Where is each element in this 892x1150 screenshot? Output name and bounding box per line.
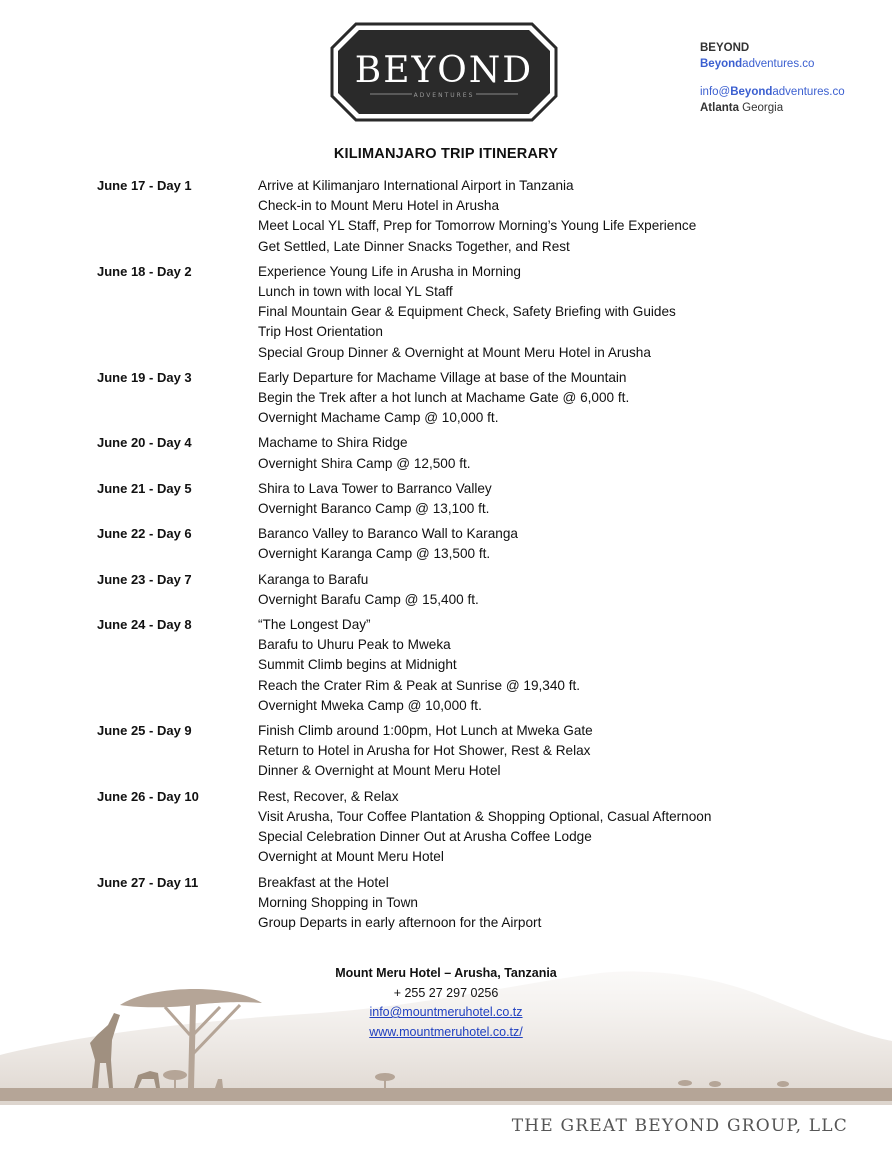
day-label: June 21 - Day 5 bbox=[97, 480, 192, 496]
svg-text:BEYOND: BEYOND bbox=[354, 50, 534, 91]
website-link[interactable]: Beyondadventures.co bbox=[700, 58, 815, 70]
company-name: BEYOND bbox=[700, 42, 750, 54]
activity-line: “The Longest Day” bbox=[258, 617, 371, 633]
activity-line: Trip Host Orientation bbox=[258, 324, 383, 340]
activity-line: Overnight Karanga Camp @ 13,500 ft. bbox=[258, 546, 491, 562]
day-activities bbox=[258, 524, 797, 564]
activity-line: Meet Local YL Staff, Prep for Tomorrow Morning’s Young Life Experience bbox=[258, 218, 697, 234]
activity-line: Overnight Shira Camp @ 12,500 ft. bbox=[258, 455, 471, 471]
activity-line: Lunch in town with local YL Staff bbox=[258, 284, 453, 300]
itinerary-day bbox=[97, 433, 797, 473]
footer-company: THE GREAT BEYOND GROUP, LLC bbox=[511, 1116, 848, 1136]
activity-line: Breakfast at the Hotel bbox=[258, 874, 389, 890]
contact-block bbox=[700, 40, 845, 116]
itinerary-day bbox=[97, 615, 797, 716]
day-label: June 23 - Day 7 bbox=[97, 571, 192, 587]
activity-line: Final Mountain Gear & Equipment Check, Safety Briefing with Guides bbox=[258, 304, 676, 320]
day-label: June 22 - Day 6 bbox=[97, 526, 192, 542]
hotel-name: Mount Meru Hotel – Arusha, Tanzania bbox=[335, 966, 557, 980]
activity-line: Special Celebration Dinner Out at Arusha Coffee Lodge bbox=[258, 829, 592, 845]
hotel-info bbox=[0, 964, 892, 1042]
activity-line: Overnight at Mount Meru Hotel bbox=[258, 849, 444, 865]
hotel-email-link[interactable]: info@mountmeruhotel.co.tz bbox=[369, 1005, 523, 1019]
activity-line: Overnight Baranco Camp @ 13,100 ft. bbox=[258, 501, 490, 517]
itinerary-day bbox=[97, 479, 797, 519]
activity-line: Shira to Lava Tower to Barranco Valley bbox=[258, 480, 492, 496]
svg-text:ADVENTURES: ADVENTURES bbox=[413, 92, 475, 99]
activity-line: Early Departure for Machame Village at base of the Mountain bbox=[258, 369, 627, 385]
day-activities bbox=[258, 721, 797, 782]
itinerary-day bbox=[97, 262, 797, 363]
beyond-adventures-logo bbox=[330, 22, 558, 122]
page-title: KILIMANJARO TRIP ITINERARY bbox=[333, 146, 559, 162]
day-label: June 18 - Day 2 bbox=[97, 263, 192, 279]
hotel-phone: + 255 27 297 0256 bbox=[393, 985, 499, 1000]
day-activities bbox=[258, 873, 797, 934]
activity-line: Summit Climb begins at Midnight bbox=[258, 657, 457, 673]
day-label: June 17 - Day 1 bbox=[97, 178, 192, 193]
activity-line: Begin the Trek after a hot lunch at Machame Gate @ 6,000 ft. bbox=[258, 390, 630, 406]
day-activities bbox=[258, 368, 797, 429]
itinerary bbox=[97, 176, 797, 938]
activity-line: Visit Arusha, Tour Coffee Plantation & Shopping Optional, Casual Afternoon bbox=[258, 808, 712, 824]
activity-line: Rest, Recover, & Relax bbox=[258, 788, 399, 804]
activity-line: Get Settled, Late Dinner Snacks Together, and Rest bbox=[258, 238, 570, 254]
activity-line: Overnight Barafu Camp @ 15,400 ft. bbox=[258, 591, 479, 607]
day-activities bbox=[258, 176, 797, 257]
activity-line: Group Departs in early afternoon for the Airport bbox=[258, 914, 542, 930]
activity-line: Barafu to Uhuru Peak to Mweka bbox=[258, 637, 451, 653]
itinerary-day bbox=[97, 524, 797, 564]
activity-line: Overnight Mweka Camp @ 10,000 ft. bbox=[258, 697, 482, 713]
email-link[interactable]: info@Beyondadventures.co bbox=[700, 86, 845, 98]
activity-line: Finish Climb around 1:00pm, Hot Lunch at Mweka Gate bbox=[258, 723, 593, 739]
itinerary-day bbox=[97, 787, 797, 868]
activity-line: Check-in to Mount Meru Hotel in Arusha bbox=[258, 198, 500, 214]
activity-line: Overnight Machame Camp @ 10,000 ft. bbox=[258, 410, 499, 426]
day-label: June 24 - Day 8 bbox=[97, 617, 192, 633]
day-activities bbox=[258, 433, 797, 473]
itinerary-day bbox=[97, 176, 797, 257]
activity-line: Arrive at Kilimanjaro International Airport in Tanzania bbox=[258, 178, 574, 193]
activity-line: Morning Shopping in Town bbox=[258, 894, 418, 910]
day-label: June 27 - Day 11 bbox=[97, 874, 199, 890]
day-activities bbox=[258, 479, 797, 519]
day-activities bbox=[258, 262, 797, 363]
itinerary-day bbox=[97, 570, 797, 610]
activity-line: Machame to Shira Ridge bbox=[258, 435, 408, 451]
location: Atlanta Georgia bbox=[700, 102, 784, 114]
activity-line: Special Group Dinner & Overnight at Mount Meru Hotel in Arusha bbox=[258, 344, 651, 360]
day-activities bbox=[258, 615, 797, 716]
day-activities bbox=[258, 787, 797, 868]
day-label: June 26 - Day 10 bbox=[97, 788, 199, 804]
activity-line: Baranco Valley to Baranco Wall to Karanga bbox=[258, 526, 518, 542]
hotel-website-link[interactable]: www.mountmeruhotel.co.tz/ bbox=[369, 1024, 523, 1039]
activity-line: Return to Hotel in Arusha for Hot Shower, Rest & Relax bbox=[258, 743, 591, 759]
day-activities bbox=[258, 570, 797, 610]
itinerary-day bbox=[97, 721, 797, 782]
day-label: June 25 - Day 9 bbox=[97, 723, 192, 739]
day-label: June 19 - Day 3 bbox=[97, 369, 192, 385]
activity-line: Dinner & Overnight at Mount Meru Hotel bbox=[258, 763, 501, 779]
itinerary-day bbox=[97, 368, 797, 429]
itinerary-day bbox=[97, 873, 797, 934]
activity-line: Karanga to Barafu bbox=[258, 571, 369, 587]
day-label: June 20 - Day 4 bbox=[97, 435, 192, 451]
activity-line: Experience Young Life in Arusha in Morning bbox=[258, 263, 521, 279]
activity-line: Reach the Crater Rim & Peak at Sunrise @ 19,340 ft. bbox=[258, 677, 581, 693]
